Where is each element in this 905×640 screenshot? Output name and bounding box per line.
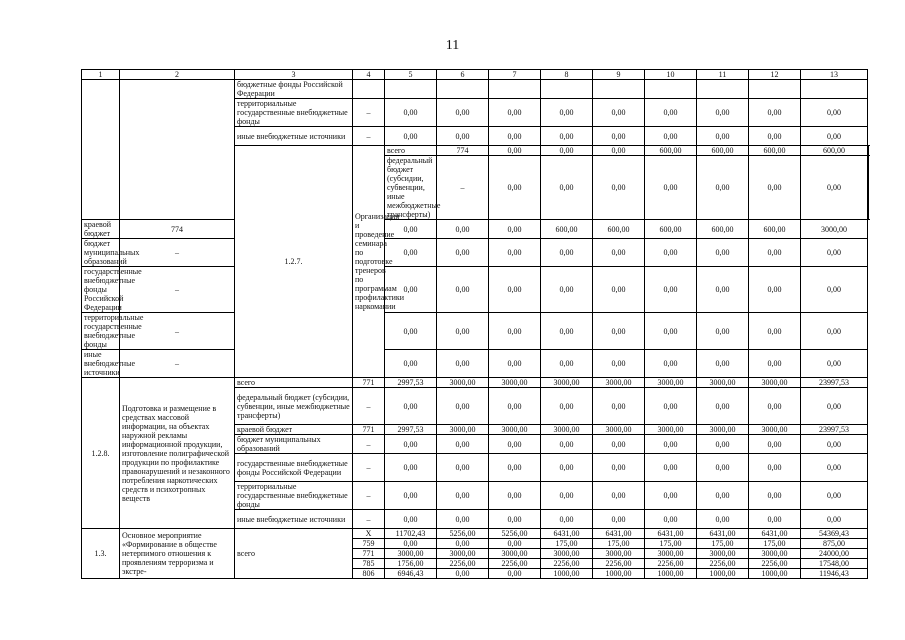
value-cell: 0,00 bbox=[489, 510, 541, 529]
value-cell: 0,00 bbox=[645, 99, 697, 127]
value-cell: 0,00 bbox=[541, 99, 593, 127]
value-cell: 6431,00 bbox=[593, 529, 645, 539]
value-cell: 1000,00 bbox=[541, 569, 593, 579]
column-header: 8 bbox=[541, 70, 593, 80]
value-cell: 54369,43 bbox=[801, 529, 868, 539]
value-cell: 0,00 bbox=[541, 350, 593, 378]
value-cell: 0,00 bbox=[645, 454, 697, 482]
funding-source: иные внебюджетные источники bbox=[235, 510, 353, 529]
value-cell: 3000,00 bbox=[593, 425, 645, 435]
value-cell: 0,00 bbox=[801, 482, 868, 510]
value-cell: 0,00 bbox=[489, 313, 541, 350]
value-cell: 0,00 bbox=[801, 267, 868, 313]
value-cell: 0,00 bbox=[489, 539, 541, 549]
grbs-code: – bbox=[353, 127, 385, 146]
value-cell: 0,00 bbox=[437, 313, 489, 350]
value-cell: 0,00 bbox=[541, 454, 593, 482]
value-cell: 0,00 bbox=[697, 156, 749, 220]
grbs-code: – bbox=[120, 239, 235, 267]
value-cell: 0,00 bbox=[437, 482, 489, 510]
item-code: 1.3. bbox=[82, 529, 120, 579]
funding-source: всего bbox=[235, 378, 353, 388]
value-cell: 3000,00 bbox=[645, 378, 697, 388]
value-cell: 1000,00 bbox=[645, 569, 697, 579]
value-cell: 2256,00 bbox=[593, 559, 645, 569]
value-cell: 0,00 bbox=[385, 127, 437, 146]
funding-source: бюджет муниципальных образований bbox=[235, 435, 353, 454]
value-cell: 0,00 bbox=[385, 267, 437, 313]
grbs-code: 771 bbox=[353, 378, 385, 388]
column-header: 12 bbox=[749, 70, 801, 80]
value-cell: 1756,00 bbox=[385, 559, 437, 569]
value-cell: 3000,00 bbox=[697, 378, 749, 388]
value-cell: 0,00 bbox=[541, 146, 593, 156]
value-cell: 0,00 bbox=[801, 99, 868, 127]
column-header: 11 bbox=[697, 70, 749, 80]
value-cell: 0,00 bbox=[593, 454, 645, 482]
column-header: 7 bbox=[489, 70, 541, 80]
item-code: 1.2.8. bbox=[82, 378, 120, 529]
budget-table bbox=[81, 69, 869, 579]
value-cell: 0,00 bbox=[593, 510, 645, 529]
value-cell bbox=[645, 80, 697, 99]
grbs-code: 771 bbox=[353, 425, 385, 435]
value-cell: 3000,00 bbox=[385, 549, 437, 559]
value-cell: 6431,00 bbox=[645, 529, 697, 539]
value-cell: 0,00 bbox=[697, 313, 749, 350]
column-header: 4 bbox=[353, 70, 385, 80]
item-name bbox=[120, 80, 235, 220]
value-cell: 600,00 bbox=[697, 220, 749, 239]
value-cell: 0,00 bbox=[801, 313, 868, 350]
value-cell: 0,00 bbox=[385, 388, 437, 425]
value-cell: 0,00 bbox=[541, 267, 593, 313]
value-cell: 0,00 bbox=[541, 313, 593, 350]
grbs-code: 771 bbox=[353, 549, 385, 559]
value-cell: 600,00 bbox=[645, 146, 697, 156]
value-cell: 600,00 bbox=[749, 146, 801, 156]
value-cell: 0,00 bbox=[749, 454, 801, 482]
value-cell: 0,00 bbox=[749, 510, 801, 529]
value-cell: 0,00 bbox=[645, 510, 697, 529]
funding-source: государственные внебюджетные фонды Российской Федерации bbox=[235, 454, 353, 482]
value-cell: 0,00 bbox=[593, 350, 645, 378]
value-cell: 0,00 bbox=[489, 267, 541, 313]
value-cell: 6946,43 bbox=[385, 569, 437, 579]
value-cell bbox=[801, 80, 868, 99]
value-cell: 600,00 bbox=[801, 146, 868, 156]
value-cell: 11946,43 bbox=[801, 569, 868, 579]
value-cell: 0,00 bbox=[593, 435, 645, 454]
value-cell: 0,00 bbox=[541, 388, 593, 425]
grbs-code: 774 bbox=[120, 220, 235, 239]
funding-source: государственные внебюджетные фонды Российской Федерации bbox=[82, 267, 120, 313]
value-cell: 0,00 bbox=[385, 510, 437, 529]
grbs-code: – bbox=[353, 99, 385, 127]
value-cell bbox=[868, 156, 869, 220]
value-cell: 0,00 bbox=[645, 482, 697, 510]
value-cell: 0,00 bbox=[801, 454, 868, 482]
value-cell: 1000,00 bbox=[749, 569, 801, 579]
grbs-code: – bbox=[120, 313, 235, 350]
value-cell: 0,00 bbox=[489, 156, 541, 220]
value-cell: 0,00 bbox=[697, 127, 749, 146]
funding-source: территориальные государственные внебюджетные фонды bbox=[235, 482, 353, 510]
value-cell: 0,00 bbox=[593, 267, 645, 313]
value-cell: 175,00 bbox=[749, 539, 801, 549]
value-cell: 0,00 bbox=[697, 239, 749, 267]
value-cell: 0,00 bbox=[801, 435, 868, 454]
table-row bbox=[82, 267, 869, 313]
value-cell: 2997,53 bbox=[385, 378, 437, 388]
value-cell: 23997,53 bbox=[801, 378, 868, 388]
table-body bbox=[82, 80, 869, 579]
value-cell: 0,00 bbox=[645, 127, 697, 146]
item-name: Организация и проведение семинара по подготовке тренеров по программам профилактики наркомании bbox=[353, 146, 385, 378]
value-cell: 600,00 bbox=[749, 220, 801, 239]
column-header: 5 bbox=[385, 70, 437, 80]
funding-source: краевой бюджет bbox=[235, 425, 353, 435]
column-header-row bbox=[82, 70, 869, 80]
item-code bbox=[82, 80, 120, 220]
value-cell: 0,00 bbox=[385, 99, 437, 127]
grbs-code: 759 bbox=[353, 539, 385, 549]
value-cell: 0,00 bbox=[385, 482, 437, 510]
value-cell: 1000,00 bbox=[697, 569, 749, 579]
value-cell bbox=[489, 80, 541, 99]
grbs-code: 806 bbox=[353, 569, 385, 579]
value-cell: 175,00 bbox=[593, 539, 645, 549]
page-number: 11 bbox=[445, 38, 460, 53]
value-cell: 0,00 bbox=[489, 569, 541, 579]
value-cell: 0,00 bbox=[801, 239, 868, 267]
grbs-code: – bbox=[353, 388, 385, 425]
value-cell: 3000,00 bbox=[645, 425, 697, 435]
grbs-code: – bbox=[437, 156, 489, 220]
value-cell: 6431,00 bbox=[697, 529, 749, 539]
value-cell: 600,00 bbox=[541, 220, 593, 239]
value-cell: 0,00 bbox=[801, 388, 868, 425]
value-cell: 3000,00 bbox=[697, 549, 749, 559]
value-cell: 0,00 bbox=[593, 146, 645, 156]
value-cell: 2256,00 bbox=[541, 559, 593, 569]
value-cell: 3000,00 bbox=[749, 549, 801, 559]
value-cell: 0,00 bbox=[749, 350, 801, 378]
value-cell: 11702,43 bbox=[385, 529, 437, 539]
column-header: 6 bbox=[437, 70, 489, 80]
value-cell: 0,00 bbox=[437, 435, 489, 454]
value-cell: 0,00 bbox=[437, 350, 489, 378]
value-cell: 0,00 bbox=[801, 127, 868, 146]
value-cell: 3000,00 bbox=[489, 425, 541, 435]
table-row bbox=[82, 313, 869, 350]
value-cell: 0,00 bbox=[645, 350, 697, 378]
item-name: Подготовка и размещение в средствах массовой информации, на объектах наружной рекламы информационной продукции, изготовление полиграфической продукции по профилактике правонарушений и незаконного потребления наркотических средств и психотропных веществ bbox=[120, 378, 235, 529]
value-cell: 0,00 bbox=[437, 454, 489, 482]
value-cell: 175,00 bbox=[645, 539, 697, 549]
value-cell bbox=[437, 80, 489, 99]
value-cell: 0,00 bbox=[749, 482, 801, 510]
value-cell: 0,00 bbox=[645, 267, 697, 313]
value-cell: 0,00 bbox=[593, 99, 645, 127]
value-cell: 2256,00 bbox=[489, 559, 541, 569]
value-cell: 0,00 bbox=[437, 127, 489, 146]
value-cell: 0,00 bbox=[385, 313, 437, 350]
grbs-code: – bbox=[353, 482, 385, 510]
table-row bbox=[82, 220, 869, 239]
value-cell: 3000,00 bbox=[541, 549, 593, 559]
value-cell: 0,00 bbox=[593, 388, 645, 425]
value-cell: 0,00 bbox=[541, 482, 593, 510]
value-cell: 0,00 bbox=[801, 350, 868, 378]
item-code: 1.2.7. bbox=[235, 146, 353, 378]
value-cell: 0,00 bbox=[385, 435, 437, 454]
value-cell: 175,00 bbox=[541, 539, 593, 549]
value-cell: 0,00 bbox=[593, 127, 645, 146]
column-header: 13 bbox=[801, 70, 868, 80]
grbs-code: 785 bbox=[353, 559, 385, 569]
grbs-code: X bbox=[353, 529, 385, 539]
value-cell: 23997,53 bbox=[801, 425, 868, 435]
grbs-code: – bbox=[353, 510, 385, 529]
value-cell: 0,00 bbox=[437, 510, 489, 529]
value-cell: 6431,00 bbox=[749, 529, 801, 539]
value-cell: 0,00 bbox=[645, 435, 697, 454]
funding-source: всего bbox=[235, 529, 353, 579]
table-row bbox=[82, 529, 869, 539]
value-cell: 0,00 bbox=[437, 99, 489, 127]
value-cell: 3000,00 bbox=[489, 378, 541, 388]
value-cell: 0,00 bbox=[645, 156, 697, 220]
value-cell bbox=[541, 80, 593, 99]
funding-source: бюджет муниципальных образований bbox=[82, 239, 120, 267]
value-cell bbox=[868, 146, 869, 156]
funding-source: иные внебюджетные источники bbox=[235, 127, 353, 146]
value-cell: 0,00 bbox=[489, 435, 541, 454]
item-name: Основное мероприятие «Формирование в обществе нетерпимого отношения к проявлениям терроризма и экстре- bbox=[120, 529, 235, 579]
value-cell: 3000,00 bbox=[749, 425, 801, 435]
value-cell: 0,00 bbox=[437, 239, 489, 267]
value-cell: 0,00 bbox=[489, 220, 541, 239]
funding-source: федеральный бюджет (субсидии, субвенции, иные межбюджетные трансферты) bbox=[385, 156, 437, 220]
value-cell: 0,00 bbox=[697, 454, 749, 482]
value-cell: 0,00 bbox=[437, 220, 489, 239]
value-cell: 3000,00 bbox=[749, 378, 801, 388]
value-cell: 0,00 bbox=[489, 127, 541, 146]
value-cell: 0,00 bbox=[749, 239, 801, 267]
value-cell: 0,00 bbox=[645, 239, 697, 267]
column-header: 2 bbox=[120, 70, 235, 80]
value-cell: 0,00 bbox=[489, 239, 541, 267]
value-cell bbox=[593, 80, 645, 99]
value-cell: 0,00 bbox=[489, 99, 541, 127]
grbs-code: – bbox=[353, 454, 385, 482]
value-cell: 0,00 bbox=[593, 156, 645, 220]
value-cell: 0,00 bbox=[437, 388, 489, 425]
value-cell: 0,00 bbox=[801, 510, 868, 529]
value-cell: 0,00 bbox=[801, 156, 868, 220]
value-cell bbox=[697, 80, 749, 99]
value-cell: 2997,53 bbox=[385, 425, 437, 435]
table-row bbox=[82, 239, 869, 267]
value-cell bbox=[749, 80, 801, 99]
value-cell: 24000,00 bbox=[801, 549, 868, 559]
value-cell: 0,00 bbox=[749, 99, 801, 127]
column-header: 9 bbox=[593, 70, 645, 80]
funding-source: федеральный бюджет (субсидии, субвенции, иные межбюджетные трансферты) bbox=[235, 388, 353, 425]
value-cell: 0,00 bbox=[697, 482, 749, 510]
value-cell: 0,00 bbox=[385, 220, 437, 239]
value-cell: 3000,00 bbox=[593, 549, 645, 559]
value-cell: 2256,00 bbox=[645, 559, 697, 569]
value-cell: 3000,00 bbox=[437, 425, 489, 435]
value-cell: 3000,00 bbox=[437, 549, 489, 559]
value-cell: 0,00 bbox=[749, 388, 801, 425]
value-cell: 0,00 bbox=[489, 482, 541, 510]
value-cell: 0,00 bbox=[541, 510, 593, 529]
value-cell: 600,00 bbox=[645, 220, 697, 239]
funding-source: иные внебюджетные источники bbox=[82, 350, 120, 378]
value-cell: 2256,00 bbox=[697, 559, 749, 569]
value-cell: 3000,00 bbox=[541, 425, 593, 435]
value-cell: 600,00 bbox=[593, 220, 645, 239]
funding-source: краевой бюджет bbox=[82, 220, 120, 239]
grbs-code: – bbox=[120, 267, 235, 313]
value-cell: 0,00 bbox=[489, 146, 541, 156]
value-cell: 0,00 bbox=[749, 267, 801, 313]
value-cell: 0,00 bbox=[697, 99, 749, 127]
value-cell: 0,00 bbox=[385, 350, 437, 378]
value-cell: 0,00 bbox=[541, 156, 593, 220]
value-cell: 0,00 bbox=[489, 388, 541, 425]
value-cell: 0,00 bbox=[749, 313, 801, 350]
value-cell: 17548,00 bbox=[801, 559, 868, 569]
funding-source: всего bbox=[385, 146, 437, 156]
table-row bbox=[82, 80, 869, 99]
value-cell: 875,00 bbox=[801, 539, 868, 549]
value-cell: 0,00 bbox=[697, 350, 749, 378]
value-cell: 0,00 bbox=[749, 435, 801, 454]
value-cell: 0,00 bbox=[697, 510, 749, 529]
value-cell: 175,00 bbox=[697, 539, 749, 549]
value-cell: 0,00 bbox=[385, 539, 437, 549]
value-cell: 600,00 bbox=[697, 146, 749, 156]
value-cell: 0,00 bbox=[541, 239, 593, 267]
value-cell: 0,00 bbox=[541, 435, 593, 454]
grbs-code: 774 bbox=[437, 146, 489, 156]
value-cell: 0,00 bbox=[437, 569, 489, 579]
value-cell: 3000,00 bbox=[593, 378, 645, 388]
funding-source: территориальные государственные внебюджетные фонды bbox=[235, 99, 353, 127]
value-cell: 0,00 bbox=[697, 267, 749, 313]
value-cell: 0,00 bbox=[749, 127, 801, 146]
value-cell: 0,00 bbox=[697, 435, 749, 454]
value-cell: 3000,00 bbox=[697, 425, 749, 435]
value-cell: 0,00 bbox=[593, 482, 645, 510]
column-header: 10 bbox=[645, 70, 697, 80]
value-cell: 1000,00 bbox=[593, 569, 645, 579]
value-cell: 3000,00 bbox=[541, 378, 593, 388]
value-cell: 0,00 bbox=[541, 127, 593, 146]
value-cell: 5256,00 bbox=[489, 529, 541, 539]
value-cell: 0,00 bbox=[489, 454, 541, 482]
value-cell: 0,00 bbox=[489, 350, 541, 378]
grbs-code: – bbox=[353, 435, 385, 454]
value-cell: 0,00 bbox=[749, 156, 801, 220]
value-cell: 6431,00 bbox=[541, 529, 593, 539]
column-header: 1 bbox=[82, 70, 120, 80]
value-cell: 3000,00 bbox=[437, 378, 489, 388]
value-cell: 3000,00 bbox=[645, 549, 697, 559]
value-cell: 0,00 bbox=[697, 388, 749, 425]
value-cell: 0,00 bbox=[645, 388, 697, 425]
value-cell: 0,00 bbox=[593, 313, 645, 350]
grbs-code bbox=[353, 80, 385, 99]
value-cell: 0,00 bbox=[385, 454, 437, 482]
table-row bbox=[82, 350, 869, 378]
table-row bbox=[82, 378, 869, 388]
value-cell: 3000,00 bbox=[801, 220, 868, 239]
value-cell: 0,00 bbox=[593, 239, 645, 267]
value-cell: 5256,00 bbox=[437, 529, 489, 539]
value-cell: 2256,00 bbox=[749, 559, 801, 569]
funding-source: бюджетные фонды Российской Федерации bbox=[235, 80, 353, 99]
value-cell: 0,00 bbox=[385, 239, 437, 267]
value-cell bbox=[385, 80, 437, 99]
funding-source: территориальные государственные внебюджетные фонды bbox=[82, 313, 120, 350]
grbs-code: – bbox=[120, 350, 235, 378]
value-cell: 0,00 bbox=[437, 539, 489, 549]
value-cell: 0,00 bbox=[437, 267, 489, 313]
value-cell: 2256,00 bbox=[437, 559, 489, 569]
value-cell: 0,00 bbox=[645, 313, 697, 350]
value-cell: 3000,00 bbox=[489, 549, 541, 559]
column-header: 3 bbox=[235, 70, 353, 80]
